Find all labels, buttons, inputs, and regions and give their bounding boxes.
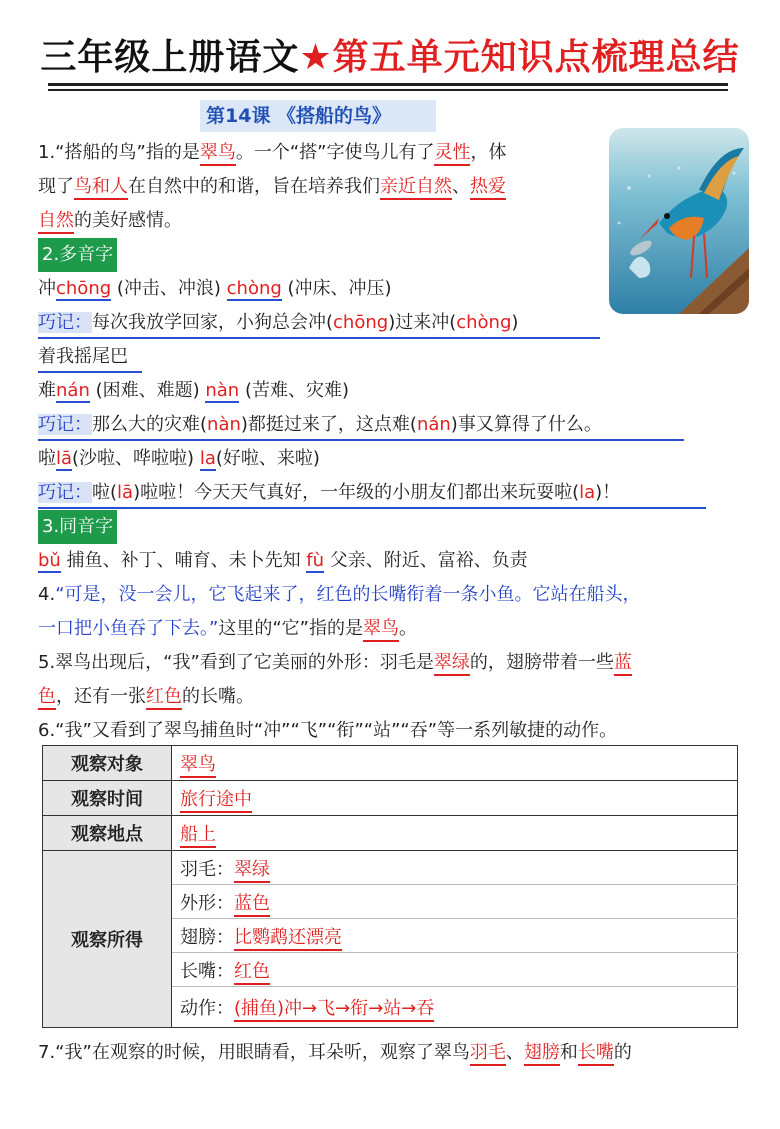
para-4-line-2: 一口把小鱼吞了下去。”这里的“它”指的是翠鸟。 [38, 612, 417, 646]
observation-table [42, 745, 738, 1028]
result-cell: 外形：蓝色 [172, 885, 738, 919]
title-part-black: 三年级上册语文 [40, 37, 300, 78]
chong-mnemonic-underline [38, 337, 600, 339]
chong-mnemonic-line-2: 着我摇尾巴 [38, 346, 128, 367]
chong-pronunciations: 冲chōng (冲击、冲浪) chòng (冲床、冲压) [38, 278, 392, 299]
section-heading-tongyinzi: 3.同音字 [38, 510, 117, 544]
la-mnemonic: 巧记：啦(lā)啦啦！今天天气真好，一年级的小朋友们都出来玩耍啦(la)！ [38, 482, 621, 503]
page-title [0, 36, 780, 80]
nan-mnemonic-underline [38, 439, 684, 441]
table-head-cell: 观察所得 [43, 851, 172, 1028]
para-5-line-2: 色，还有一张红色的长嘴。 [38, 680, 254, 714]
kingfisher-image [609, 128, 749, 314]
table-head-cell: 观察对象 [43, 746, 172, 781]
title-underline [48, 83, 728, 86]
table-row [43, 781, 738, 816]
para-5-line-1: 5.翠鸟出现后，“我”看到了它美丽的外形：羽毛是翠绿的，翅膀带着一些蓝 [38, 646, 632, 680]
title-underline-thin [48, 89, 728, 91]
lesson-heading: 第14课 《搭船的鸟》 [200, 100, 436, 132]
table-value-cell: 翠鸟 [172, 746, 738, 781]
para-4-line-1: 4.“可是，没一会儿，它飞起来了，红色的长嘴衔着一条小鱼。它站在船头， [38, 584, 641, 605]
title-part-red: 第五单元知识点梳理总结 [332, 37, 740, 78]
result-cell: 翅膀：比鹦鹉还漂亮 [172, 919, 738, 953]
section-heading-duoyinzi: 2.多音字 [38, 238, 117, 272]
title-star: ★ [299, 37, 333, 78]
para-1-line-1: 1.“搭船的鸟”指的是翠鸟。一个“搭”字使鸟儿有了灵性，体 [38, 136, 506, 170]
para-1-line-2: 现了鸟和人在自然中的和谐，旨在培养我们亲近自然、热爱 [38, 170, 506, 204]
table-value-cell: 船上 [172, 816, 738, 851]
table-head-cell: 观察时间 [43, 781, 172, 816]
la-pronunciations: 啦lā(沙啦、哗啦啦) la(好啦、来啦) [38, 448, 320, 469]
homophones-line: bǔ 捕鱼、补丁、哺育、未卜先知 fù 父亲、附近、富裕、负责 [38, 550, 528, 571]
result-cell: 动作：(捕鱼)冲→飞→衔→站→吞 [172, 987, 738, 1028]
la-mnemonic-underline [38, 507, 706, 509]
nan-mnemonic: 巧记：那么大的灾难(nàn)都挺过来了，这点难(nán)事又算得了什么。 [38, 414, 602, 435]
para-7: 7.“我”在观察的时候，用眼睛看，耳朵听，观察了翠鸟羽毛、翅膀和长嘴的 [38, 1036, 632, 1070]
nan-pronunciations: 难nán (困难、难题) nàn (苦难、灾难) [38, 380, 349, 401]
para-6: 6.“我”又看到了翠鸟捕鱼时“冲”“飞”“衔”“站”“吞”等一系列敏捷的动作。 [38, 720, 618, 741]
result-cell: 长嘴：红色 [172, 953, 738, 987]
result-cell: 羽毛：翠绿 [172, 851, 738, 885]
chong-mnemonic-underline-2 [38, 371, 142, 373]
table-value-cell: 旅行途中 [172, 781, 738, 816]
table-row [43, 746, 738, 781]
table-head-cell: 观察地点 [43, 816, 172, 851]
table-row [43, 816, 738, 851]
chong-mnemonic-line-1: 巧记：每次我放学回家，小狗总会冲(chōng)过来冲(chòng) [38, 312, 519, 333]
para-1-line-3: 自然的美好感情。 [38, 204, 182, 238]
table-row [43, 851, 738, 885]
